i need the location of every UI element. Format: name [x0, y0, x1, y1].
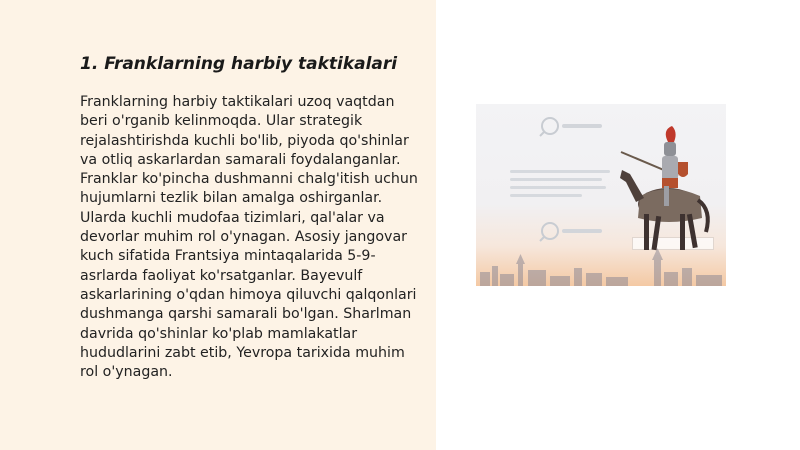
- faded-text-line: [510, 186, 606, 189]
- magnifier-logo-icon: [538, 114, 608, 138]
- knight-icon: [616, 122, 716, 264]
- faded-text-line: [510, 178, 602, 181]
- faded-text-line: [510, 170, 610, 173]
- slide-title: 1. Franklarning harbiy taktikalari: [80, 54, 398, 74]
- faded-text-line: [510, 194, 582, 197]
- knight-illustration: [476, 104, 726, 286]
- magnifier-logo-icon: [538, 219, 608, 243]
- slide-paragraph: Franklarning harbiy taktikalari uzoq vaqtdan beri o'rganib kelinmoqda. Ular strategik rejalashtirishda kuchli bo'lib, piyoda qo'shinlar va otliq askarlardan samarali foydalanganlar. Franklar ko'pincha dushmanni chalg'itish uchun hujumlarni tezlik bilan amalga oshirganlar. Ularda kuchli mudofaa tizimlari, qal'alar va devorlar muhim rol o'ynagan. Asosiy jangovar kuch sifatida Frantsiya mintaqalarida 5-9-asrlarda faoliyat ko'rsatganlar. Bayevulf askarlarining o'qdan himoya qiluvchi qalqonlari dushmanga qarshi samarali bo'lgan. Sharlman davrida qo'shinlar ko'plab mamlakatlar hududlarini zabt etib, Yevropa tarixida muhim rol o'ynagan.: [80, 94, 418, 381]
